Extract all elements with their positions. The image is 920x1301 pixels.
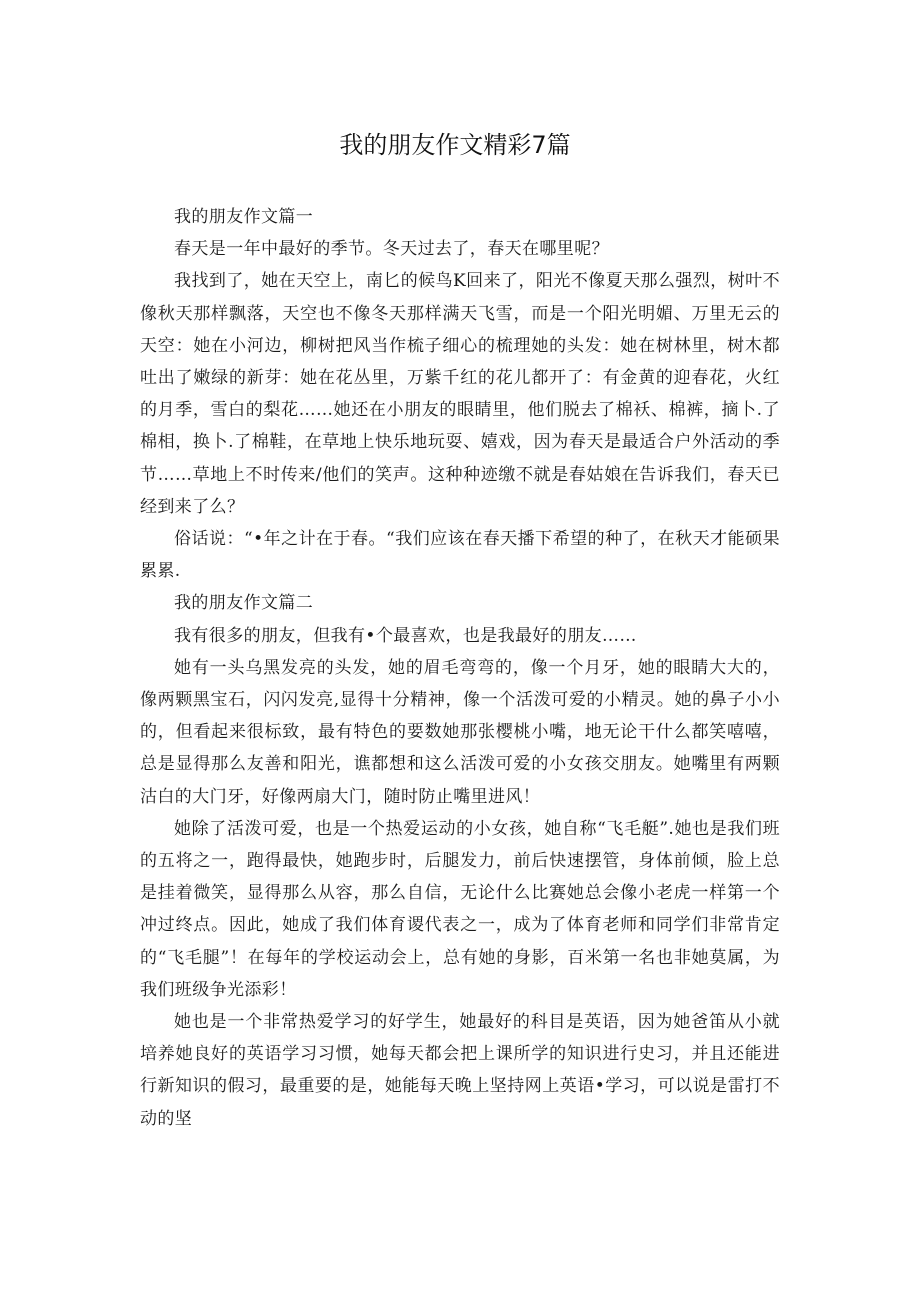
document-body	[140, 201, 780, 1135]
paragraph: 她有一头乌黑发亮的头发，她的眉毛弯弯的，像一个月牙，她的眼睛大大的，像两颗黑宝石，闪闪发亮,显得十分精神，像一个活泼可爱的小精灵。她的鼻子小小的，但看起来很标致，最有特色的要数她那张樱桃小嘴，地无论干什么都笑嘻嘻，总是显得那么友善和阳光，谯都想和这么活泼可爱的小女孩交朋友。她嘴里有两颗沽白的大门牙，好像两扇大门，随时防止嘴里进风！	[140, 657, 780, 807]
section-heading: 我的朋友作文篇一	[174, 207, 314, 227]
section-heading: 我的朋友作文篇二	[174, 593, 314, 614]
paragraph: 俗话说：“•年之计在于春。“我们应该在春天播下希望的种了，在秋天才能硕果累累.	[140, 529, 780, 582]
document-title: 我的朋友作文精彩7篇	[339, 131, 571, 159]
paragraph: 她也是一个非常热爱学习的好学生，她最好的科目是英语，因为她爸笛从小就培养她良好的英语学习习惯，她每天都会把上课所学的知识进行史习，并且还能进行新知识的假习，最重要的是，她能每天晚上坚持网上英语•学习，可以说是雷打不动的坚	[140, 1012, 780, 1129]
paragraph: 我找到了，她在天空上，南匕的候鸟K回来了，阳光不像夏天那么强烈，树叶不像秋天那样飘落，天空也不像冬天那样满天飞雪，而是一个阳光明媚、万里无云的天空：她在小河边，柳树把风当作梳子细心的梳理她的头发：她在树林里，树木都吐出了嫩绿的新芽：她在花丛里，万紫千红的花儿都开了：有金黄的迎春花，火红的月季，雪白的梨花……她还在小朋友的眼睛里，他们脱去了棉袄、棉裤，摘卜.了棉相，换卜.了棉鞋，在草地上快乐地玩耍、嬉戏，因为春天是最适合户外活动的季节……草地上不时传来/他们的笑声。这种种迹缴不就是春姑娘在告诉我们，春天已经到来了么？	[140, 271, 780, 517]
paragraph: 春天是一年中最好的季节。冬天过去了，春天在哪里呢？	[174, 239, 609, 260]
paragraph: 我有很多的朋友，但我有•个最喜欢，也是我最好的朋友……	[174, 625, 637, 646]
paragraph: 她除了活泼可爱，也是一个热爱运动的小女孩，她自称“飞毛艇”.她也是我们班的五将之一，跑得最快，她跑步时，后腿发力，前后快速摆管，身体前倾，脸上总是挂着微笑，显得那么从容，那么自信，无论什么比赛她总会像小老虎一样第一个冲过终点。因此，她成了我们体育谡代表之一，成为了体育老师和同学们非常肯定的“飞毛腿”！在每年的学校运动会上，总有她的身影，百米第一名也非她莫属，为我们班级争光添彩！	[140, 818, 780, 1000]
